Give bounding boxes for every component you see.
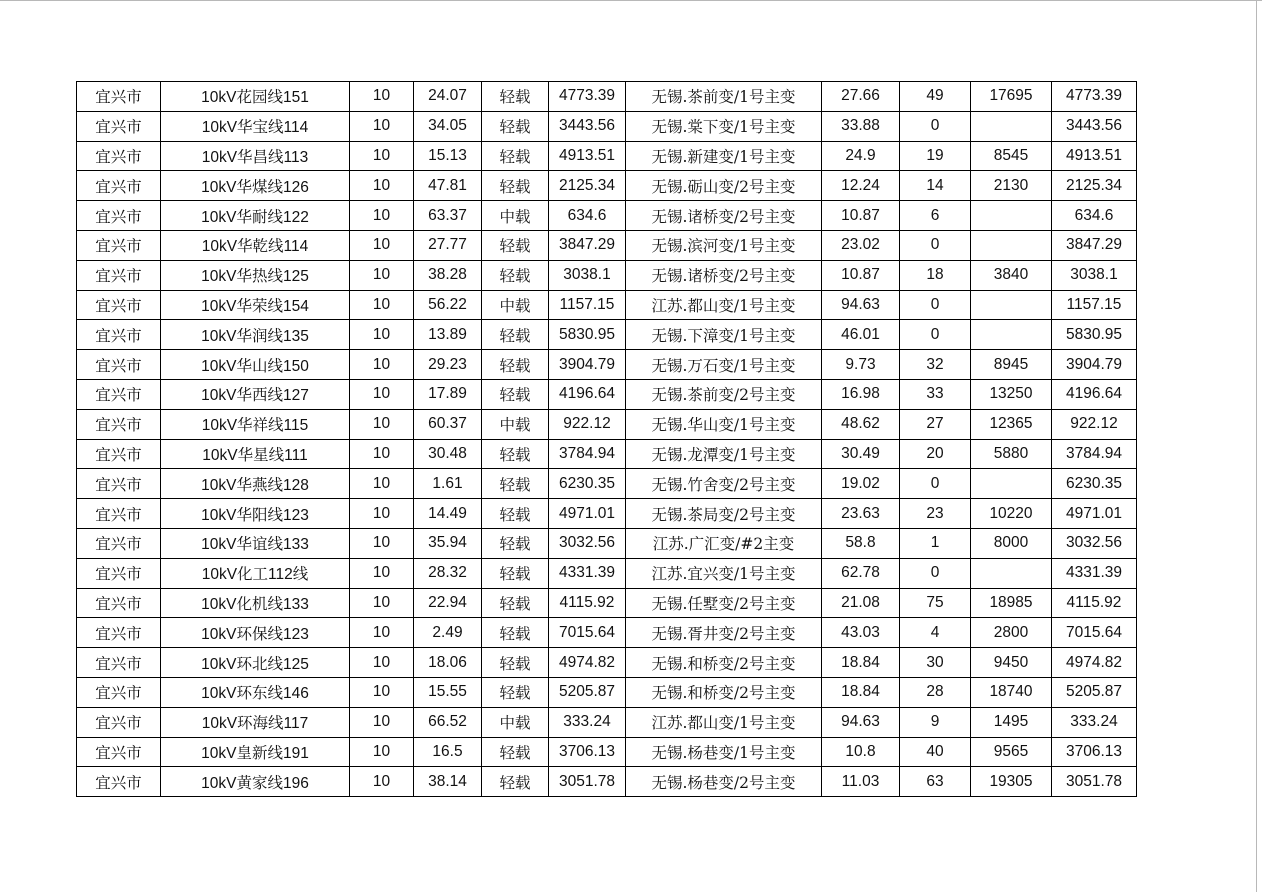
feeder-name-cell: 10kV华荣线154 bbox=[161, 290, 350, 320]
load-status-cell: 轻载 bbox=[482, 677, 549, 707]
capacity-cell: 4974.82 bbox=[549, 648, 626, 678]
feeder-name-cell: 10kV环东线146 bbox=[161, 677, 350, 707]
feeder-name-cell: 10kV环北线125 bbox=[161, 648, 350, 678]
load-status-cell: 中载 bbox=[482, 201, 549, 231]
table-row bbox=[77, 201, 1137, 231]
amount-cell: 18740 bbox=[971, 677, 1052, 707]
capacity-cell: 634.6 bbox=[549, 201, 626, 231]
city-cell: 宜兴市 bbox=[77, 260, 161, 290]
load-status-cell: 轻载 bbox=[482, 260, 549, 290]
transformer-rate-cell: 43.03 bbox=[822, 618, 900, 648]
load-status-cell: 轻载 bbox=[482, 528, 549, 558]
city-cell: 宜兴市 bbox=[77, 111, 161, 141]
city-cell: 宜兴市 bbox=[77, 618, 161, 648]
amount-cell: 1495 bbox=[971, 707, 1052, 737]
transformer-rate-cell: 46.01 bbox=[822, 320, 900, 350]
transformer-rate-cell: 10.87 bbox=[822, 201, 900, 231]
margin-cell: 3051.78 bbox=[1052, 767, 1137, 797]
transformer-cell: 无锡.下漳变/1号主变 bbox=[626, 320, 822, 350]
feeder-name-cell: 10kV化工112线 bbox=[161, 558, 350, 588]
feeder-name-cell: 10kV皇新线191 bbox=[161, 737, 350, 767]
feeder-name-cell: 10kV华祥线115 bbox=[161, 409, 350, 439]
amount-cell: 8945 bbox=[971, 350, 1052, 380]
load-rate-cell: 30.48 bbox=[414, 439, 482, 469]
table-row bbox=[77, 171, 1137, 201]
voltage-cell: 10 bbox=[350, 677, 414, 707]
transformer-cell: 无锡.茶前变/1号主变 bbox=[626, 82, 822, 112]
feeder-name-cell: 10kV环海线117 bbox=[161, 707, 350, 737]
voltage-cell: 10 bbox=[350, 409, 414, 439]
capacity-cell: 3038.1 bbox=[549, 260, 626, 290]
table-row bbox=[77, 618, 1137, 648]
table-row bbox=[77, 528, 1137, 558]
count-cell: 1 bbox=[900, 528, 971, 558]
feeder-name-cell: 10kV华燕线128 bbox=[161, 469, 350, 499]
table-row bbox=[77, 677, 1137, 707]
load-rate-cell: 28.32 bbox=[414, 558, 482, 588]
voltage-cell: 10 bbox=[350, 82, 414, 112]
count-cell: 18 bbox=[900, 260, 971, 290]
feeder-name-cell: 10kV花园线151 bbox=[161, 82, 350, 112]
load-status-cell: 轻载 bbox=[482, 618, 549, 648]
feeder-name-cell: 10kV华润线135 bbox=[161, 320, 350, 350]
capacity-cell: 6230.35 bbox=[549, 469, 626, 499]
transformer-cell: 无锡.诸桥变/2号主变 bbox=[626, 201, 822, 231]
margin-cell: 5205.87 bbox=[1052, 677, 1137, 707]
transformer-cell: 江苏.宜兴变/1号主变 bbox=[626, 558, 822, 588]
feeder-name-cell: 10kV华乾线114 bbox=[161, 230, 350, 260]
load-rate-cell: 60.37 bbox=[414, 409, 482, 439]
capacity-cell: 3784.94 bbox=[549, 439, 626, 469]
capacity-cell: 5205.87 bbox=[549, 677, 626, 707]
feeder-name-cell: 10kV华热线125 bbox=[161, 260, 350, 290]
count-cell: 20 bbox=[900, 439, 971, 469]
feeder-name-cell: 10kV华耐线122 bbox=[161, 201, 350, 231]
margin-cell: 3784.94 bbox=[1052, 439, 1137, 469]
transformer-rate-cell: 10.8 bbox=[822, 737, 900, 767]
capacity-cell: 4331.39 bbox=[549, 558, 626, 588]
city-cell: 宜兴市 bbox=[77, 320, 161, 350]
table-row bbox=[77, 469, 1137, 499]
feeder-name-cell: 10kV华煤线126 bbox=[161, 171, 350, 201]
voltage-cell: 10 bbox=[350, 141, 414, 171]
margin-cell: 3038.1 bbox=[1052, 260, 1137, 290]
voltage-cell: 10 bbox=[350, 558, 414, 588]
load-status-cell: 轻载 bbox=[482, 767, 549, 797]
table-row bbox=[77, 82, 1137, 112]
count-cell: 0 bbox=[900, 469, 971, 499]
load-rate-cell: 24.07 bbox=[414, 82, 482, 112]
amount-cell: 2130 bbox=[971, 171, 1052, 201]
table-row bbox=[77, 320, 1137, 350]
city-cell: 宜兴市 bbox=[77, 558, 161, 588]
load-rate-cell: 18.06 bbox=[414, 648, 482, 678]
load-status-cell: 轻载 bbox=[482, 588, 549, 618]
load-status-cell: 轻载 bbox=[482, 499, 549, 529]
amount-cell: 10220 bbox=[971, 499, 1052, 529]
transformer-rate-cell: 94.63 bbox=[822, 290, 900, 320]
count-cell: 0 bbox=[900, 558, 971, 588]
amount-cell: 2800 bbox=[971, 618, 1052, 648]
margin-cell: 4115.92 bbox=[1052, 588, 1137, 618]
amount-cell bbox=[971, 558, 1052, 588]
transformer-cell: 无锡.茶前变/2号主变 bbox=[626, 379, 822, 409]
table-row bbox=[77, 439, 1137, 469]
count-cell: 9 bbox=[900, 707, 971, 737]
table-row bbox=[77, 409, 1137, 439]
margin-cell: 3032.56 bbox=[1052, 528, 1137, 558]
transformer-cell: 无锡.龙潭变/1号主变 bbox=[626, 439, 822, 469]
load-status-cell: 轻载 bbox=[482, 82, 549, 112]
feeder-name-cell: 10kV华宝线114 bbox=[161, 111, 350, 141]
capacity-cell: 3032.56 bbox=[549, 528, 626, 558]
margin-cell: 2125.34 bbox=[1052, 171, 1137, 201]
load-rate-cell: 66.52 bbox=[414, 707, 482, 737]
city-cell: 宜兴市 bbox=[77, 737, 161, 767]
margin-cell: 4773.39 bbox=[1052, 82, 1137, 112]
amount-cell bbox=[971, 201, 1052, 231]
transformer-rate-cell: 19.02 bbox=[822, 469, 900, 499]
count-cell: 19 bbox=[900, 141, 971, 171]
transformer-cell: 无锡.和桥变/2号主变 bbox=[626, 677, 822, 707]
table-row bbox=[77, 588, 1137, 618]
margin-cell: 4196.64 bbox=[1052, 379, 1137, 409]
voltage-cell: 10 bbox=[350, 379, 414, 409]
voltage-cell: 10 bbox=[350, 320, 414, 350]
margin-cell: 3847.29 bbox=[1052, 230, 1137, 260]
table-row bbox=[77, 558, 1137, 588]
load-status-cell: 轻载 bbox=[482, 320, 549, 350]
page-right-edge bbox=[1256, 0, 1257, 892]
voltage-cell: 10 bbox=[350, 439, 414, 469]
capacity-cell: 4196.64 bbox=[549, 379, 626, 409]
voltage-cell: 10 bbox=[350, 230, 414, 260]
transformer-rate-cell: 11.03 bbox=[822, 767, 900, 797]
transformer-rate-cell: 48.62 bbox=[822, 409, 900, 439]
city-cell: 宜兴市 bbox=[77, 767, 161, 797]
transformer-cell: 无锡.杨巷变/2号主变 bbox=[626, 767, 822, 797]
voltage-cell: 10 bbox=[350, 201, 414, 231]
load-status-cell: 轻载 bbox=[482, 230, 549, 260]
load-status-cell: 轻载 bbox=[482, 379, 549, 409]
amount-cell: 18985 bbox=[971, 588, 1052, 618]
city-cell: 宜兴市 bbox=[77, 201, 161, 231]
margin-cell: 1157.15 bbox=[1052, 290, 1137, 320]
count-cell: 23 bbox=[900, 499, 971, 529]
load-rate-cell: 14.49 bbox=[414, 499, 482, 529]
transformer-cell: 无锡.华山变/1号主变 bbox=[626, 409, 822, 439]
load-rate-cell: 2.49 bbox=[414, 618, 482, 648]
voltage-cell: 10 bbox=[350, 737, 414, 767]
transformer-rate-cell: 16.98 bbox=[822, 379, 900, 409]
capacity-cell: 3443.56 bbox=[549, 111, 626, 141]
city-cell: 宜兴市 bbox=[77, 290, 161, 320]
transformer-cell: 无锡.砺山变/2号主变 bbox=[626, 171, 822, 201]
margin-cell: 5830.95 bbox=[1052, 320, 1137, 350]
load-status-cell: 轻载 bbox=[482, 171, 549, 201]
margin-cell: 7015.64 bbox=[1052, 618, 1137, 648]
capacity-cell: 4773.39 bbox=[549, 82, 626, 112]
load-rate-cell: 1.61 bbox=[414, 469, 482, 499]
table-row bbox=[77, 707, 1137, 737]
transformer-rate-cell: 94.63 bbox=[822, 707, 900, 737]
table-row bbox=[77, 141, 1137, 171]
capacity-cell: 4115.92 bbox=[549, 588, 626, 618]
voltage-cell: 10 bbox=[350, 171, 414, 201]
margin-cell: 3904.79 bbox=[1052, 350, 1137, 380]
voltage-cell: 10 bbox=[350, 588, 414, 618]
table-row bbox=[77, 379, 1137, 409]
load-rate-cell: 27.77 bbox=[414, 230, 482, 260]
transformer-rate-cell: 30.49 bbox=[822, 439, 900, 469]
load-status-cell: 轻载 bbox=[482, 439, 549, 469]
load-rate-cell: 56.22 bbox=[414, 290, 482, 320]
capacity-cell: 3847.29 bbox=[549, 230, 626, 260]
amount-cell bbox=[971, 469, 1052, 499]
transformer-rate-cell: 58.8 bbox=[822, 528, 900, 558]
load-rate-cell: 17.89 bbox=[414, 379, 482, 409]
feeder-name-cell: 10kV华星线111 bbox=[161, 439, 350, 469]
transformer-rate-cell: 9.73 bbox=[822, 350, 900, 380]
count-cell: 14 bbox=[900, 171, 971, 201]
transformer-rate-cell: 18.84 bbox=[822, 648, 900, 678]
count-cell: 0 bbox=[900, 230, 971, 260]
city-cell: 宜兴市 bbox=[77, 379, 161, 409]
margin-cell: 3443.56 bbox=[1052, 111, 1137, 141]
load-rate-cell: 29.23 bbox=[414, 350, 482, 380]
margin-cell: 4974.82 bbox=[1052, 648, 1137, 678]
city-cell: 宜兴市 bbox=[77, 230, 161, 260]
transformer-rate-cell: 62.78 bbox=[822, 558, 900, 588]
transformer-cell: 江苏.都山变/1号主变 bbox=[626, 707, 822, 737]
voltage-cell: 10 bbox=[350, 499, 414, 529]
transformer-cell: 无锡.滨河变/1号主变 bbox=[626, 230, 822, 260]
feeder-name-cell: 10kV环保线123 bbox=[161, 618, 350, 648]
amount-cell bbox=[971, 320, 1052, 350]
city-cell: 宜兴市 bbox=[77, 409, 161, 439]
table-row bbox=[77, 260, 1137, 290]
amount-cell: 9565 bbox=[971, 737, 1052, 767]
margin-cell: 922.12 bbox=[1052, 409, 1137, 439]
capacity-cell: 922.12 bbox=[549, 409, 626, 439]
transformer-cell: 无锡.任墅变/2号主变 bbox=[626, 588, 822, 618]
load-rate-cell: 22.94 bbox=[414, 588, 482, 618]
margin-cell: 6230.35 bbox=[1052, 469, 1137, 499]
transformer-cell: 无锡.万石变/1号主变 bbox=[626, 350, 822, 380]
feeder-name-cell: 10kV华西线127 bbox=[161, 379, 350, 409]
amount-cell: 17695 bbox=[971, 82, 1052, 112]
amount-cell bbox=[971, 230, 1052, 260]
transformer-cell: 无锡.杨巷变/1号主变 bbox=[626, 737, 822, 767]
count-cell: 28 bbox=[900, 677, 971, 707]
voltage-cell: 10 bbox=[350, 618, 414, 648]
count-cell: 49 bbox=[900, 82, 971, 112]
load-status-cell: 轻载 bbox=[482, 350, 549, 380]
table-row bbox=[77, 737, 1137, 767]
amount-cell: 9450 bbox=[971, 648, 1052, 678]
voltage-cell: 10 bbox=[350, 469, 414, 499]
capacity-cell: 1157.15 bbox=[549, 290, 626, 320]
count-cell: 32 bbox=[900, 350, 971, 380]
load-rate-cell: 34.05 bbox=[414, 111, 482, 141]
voltage-cell: 10 bbox=[350, 648, 414, 678]
load-rate-cell: 38.28 bbox=[414, 260, 482, 290]
amount-cell: 13250 bbox=[971, 379, 1052, 409]
voltage-cell: 10 bbox=[350, 290, 414, 320]
table-row bbox=[77, 767, 1137, 797]
city-cell: 宜兴市 bbox=[77, 648, 161, 678]
transformer-rate-cell: 12.24 bbox=[822, 171, 900, 201]
count-cell: 75 bbox=[900, 588, 971, 618]
feeder-name-cell: 10kV华阳线123 bbox=[161, 499, 350, 529]
feeder-load-table bbox=[76, 81, 1137, 797]
voltage-cell: 10 bbox=[350, 111, 414, 141]
feeder-name-cell: 10kV华山线150 bbox=[161, 350, 350, 380]
load-rate-cell: 47.81 bbox=[414, 171, 482, 201]
amount-cell: 19305 bbox=[971, 767, 1052, 797]
amount-cell: 3840 bbox=[971, 260, 1052, 290]
city-cell: 宜兴市 bbox=[77, 499, 161, 529]
margin-cell: 333.24 bbox=[1052, 707, 1137, 737]
load-status-cell: 轻载 bbox=[482, 737, 549, 767]
amount-cell: 12365 bbox=[971, 409, 1052, 439]
load-rate-cell: 15.55 bbox=[414, 677, 482, 707]
city-cell: 宜兴市 bbox=[77, 82, 161, 112]
count-cell: 0 bbox=[900, 290, 971, 320]
feeder-name-cell: 10kV华昌线113 bbox=[161, 141, 350, 171]
count-cell: 4 bbox=[900, 618, 971, 648]
city-cell: 宜兴市 bbox=[77, 469, 161, 499]
city-cell: 宜兴市 bbox=[77, 588, 161, 618]
city-cell: 宜兴市 bbox=[77, 350, 161, 380]
capacity-cell: 4913.51 bbox=[549, 141, 626, 171]
capacity-cell: 2125.34 bbox=[549, 171, 626, 201]
capacity-cell: 5830.95 bbox=[549, 320, 626, 350]
load-status-cell: 中载 bbox=[482, 290, 549, 320]
city-cell: 宜兴市 bbox=[77, 677, 161, 707]
count-cell: 0 bbox=[900, 111, 971, 141]
table-row bbox=[77, 350, 1137, 380]
count-cell: 0 bbox=[900, 320, 971, 350]
transformer-rate-cell: 23.63 bbox=[822, 499, 900, 529]
margin-cell: 4913.51 bbox=[1052, 141, 1137, 171]
count-cell: 6 bbox=[900, 201, 971, 231]
transformer-rate-cell: 21.08 bbox=[822, 588, 900, 618]
city-cell: 宜兴市 bbox=[77, 439, 161, 469]
capacity-cell: 7015.64 bbox=[549, 618, 626, 648]
amount-cell: 8545 bbox=[971, 141, 1052, 171]
transformer-cell: 无锡.茶局变/2号主变 bbox=[626, 499, 822, 529]
transformer-rate-cell: 18.84 bbox=[822, 677, 900, 707]
amount-cell bbox=[971, 111, 1052, 141]
capacity-cell: 3051.78 bbox=[549, 767, 626, 797]
feeder-name-cell: 10kV化机线133 bbox=[161, 588, 350, 618]
load-rate-cell: 15.13 bbox=[414, 141, 482, 171]
amount-cell: 5880 bbox=[971, 439, 1052, 469]
amount-cell bbox=[971, 290, 1052, 320]
load-status-cell: 中载 bbox=[482, 409, 549, 439]
margin-cell: 4331.39 bbox=[1052, 558, 1137, 588]
count-cell: 40 bbox=[900, 737, 971, 767]
capacity-cell: 3904.79 bbox=[549, 350, 626, 380]
margin-cell: 4971.01 bbox=[1052, 499, 1137, 529]
city-cell: 宜兴市 bbox=[77, 171, 161, 201]
transformer-cell: 江苏.广汇变/#2主变 bbox=[626, 528, 822, 558]
capacity-cell: 333.24 bbox=[549, 707, 626, 737]
voltage-cell: 10 bbox=[350, 767, 414, 797]
voltage-cell: 10 bbox=[350, 707, 414, 737]
city-cell: 宜兴市 bbox=[77, 707, 161, 737]
table-row bbox=[77, 290, 1137, 320]
count-cell: 27 bbox=[900, 409, 971, 439]
load-status-cell: 轻载 bbox=[482, 558, 549, 588]
voltage-cell: 10 bbox=[350, 350, 414, 380]
load-rate-cell: 38.14 bbox=[414, 767, 482, 797]
margin-cell: 634.6 bbox=[1052, 201, 1137, 231]
transformer-rate-cell: 33.88 bbox=[822, 111, 900, 141]
capacity-cell: 4971.01 bbox=[549, 499, 626, 529]
page-top-edge bbox=[0, 0, 1262, 1]
table-row bbox=[77, 499, 1137, 529]
transformer-cell: 无锡.新建变/1号主变 bbox=[626, 141, 822, 171]
voltage-cell: 10 bbox=[350, 260, 414, 290]
transformer-cell: 无锡.诸桥变/2号主变 bbox=[626, 260, 822, 290]
load-rate-cell: 35.94 bbox=[414, 528, 482, 558]
count-cell: 33 bbox=[900, 379, 971, 409]
transformer-cell: 无锡.棠下变/1号主变 bbox=[626, 111, 822, 141]
transformer-rate-cell: 27.66 bbox=[822, 82, 900, 112]
table-row bbox=[77, 111, 1137, 141]
feeder-name-cell: 10kV黄家线196 bbox=[161, 767, 350, 797]
transformer-rate-cell: 23.02 bbox=[822, 230, 900, 260]
load-status-cell: 轻载 bbox=[482, 469, 549, 499]
city-cell: 宜兴市 bbox=[77, 528, 161, 558]
transformer-cell: 江苏.都山变/1号主变 bbox=[626, 290, 822, 320]
feeder-name-cell: 10kV华谊线133 bbox=[161, 528, 350, 558]
transformer-cell: 无锡.胥井变/2号主变 bbox=[626, 618, 822, 648]
load-status-cell: 轻载 bbox=[482, 111, 549, 141]
margin-cell: 3706.13 bbox=[1052, 737, 1137, 767]
load-rate-cell: 63.37 bbox=[414, 201, 482, 231]
city-cell: 宜兴市 bbox=[77, 141, 161, 171]
table-body bbox=[77, 82, 1137, 797]
count-cell: 30 bbox=[900, 648, 971, 678]
voltage-cell: 10 bbox=[350, 528, 414, 558]
transformer-rate-cell: 10.87 bbox=[822, 260, 900, 290]
transformer-cell: 无锡.竹舍变/2号主变 bbox=[626, 469, 822, 499]
load-status-cell: 轻载 bbox=[482, 648, 549, 678]
table-row bbox=[77, 230, 1137, 260]
transformer-cell: 无锡.和桥变/2号主变 bbox=[626, 648, 822, 678]
load-rate-cell: 16.5 bbox=[414, 737, 482, 767]
load-status-cell: 轻载 bbox=[482, 141, 549, 171]
load-status-cell: 中载 bbox=[482, 707, 549, 737]
amount-cell: 8000 bbox=[971, 528, 1052, 558]
count-cell: 63 bbox=[900, 767, 971, 797]
load-rate-cell: 13.89 bbox=[414, 320, 482, 350]
transformer-rate-cell: 24.9 bbox=[822, 141, 900, 171]
table-row bbox=[77, 648, 1137, 678]
capacity-cell: 3706.13 bbox=[549, 737, 626, 767]
